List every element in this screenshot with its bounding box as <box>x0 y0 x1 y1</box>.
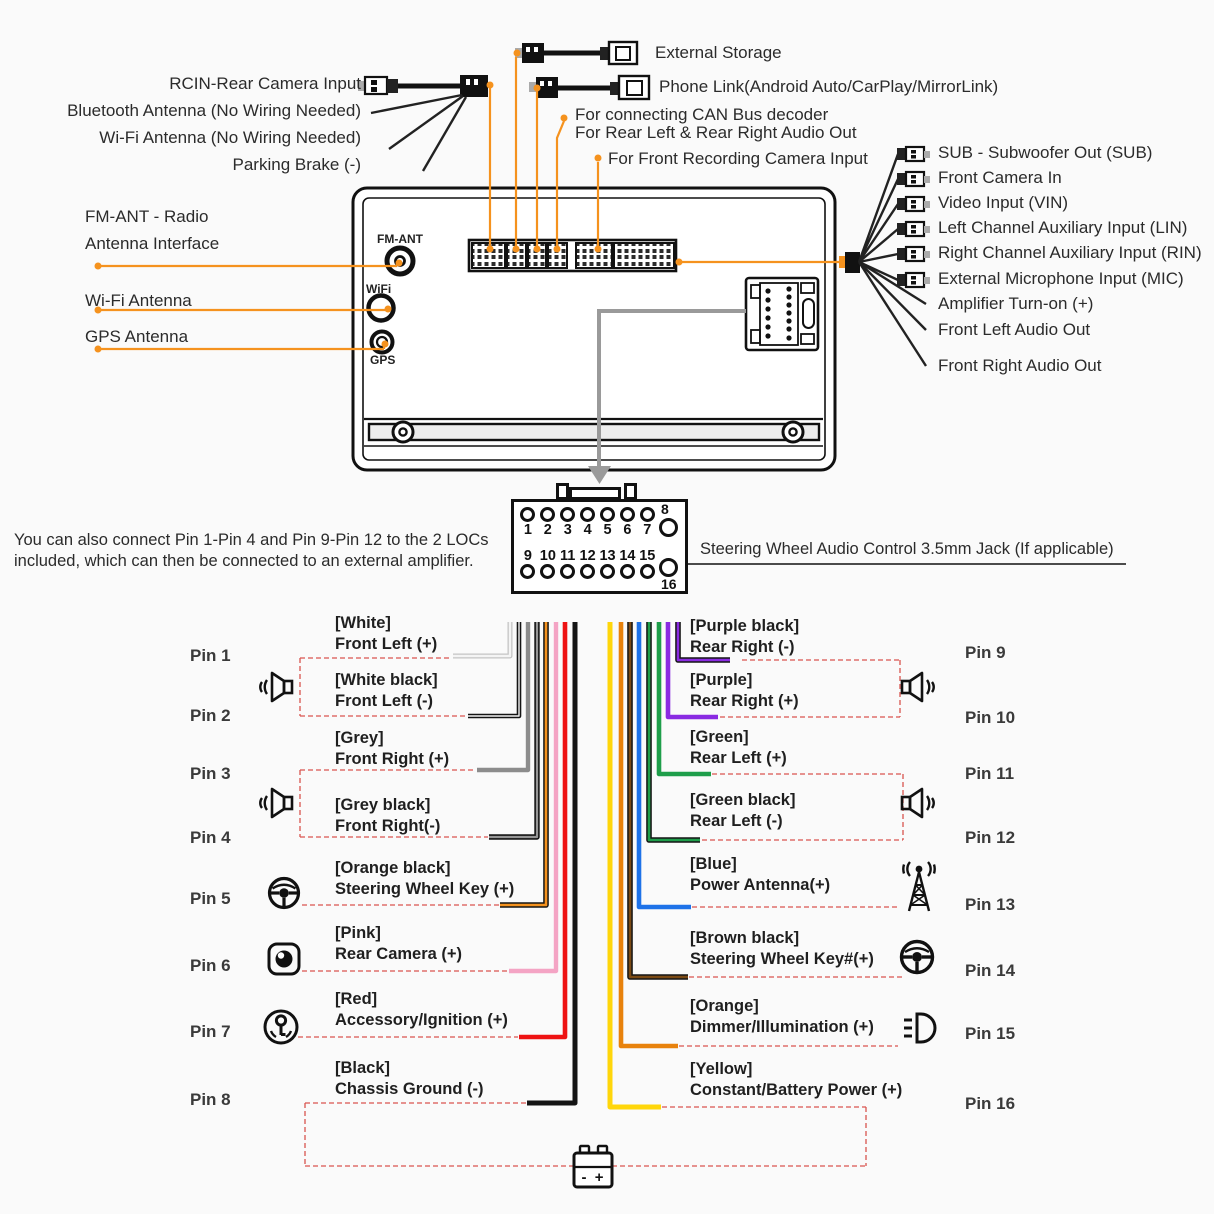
rca-label-front-left-out: Front Left Audio Out <box>938 320 1091 339</box>
pin1-number: Pin 1 <box>190 646 231 665</box>
pin-hole <box>640 564 655 579</box>
speaker-icon <box>258 784 300 827</box>
loc-note-line2: included, which can then be connected to an external amplifier. <box>14 552 474 570</box>
rca-label-video-in: Video Input (VIN) <box>938 193 1069 212</box>
pin4-wire-label: [Grey black] Front Right(-) <box>335 796 441 835</box>
pin14-number: Pin 14 <box>965 961 1016 980</box>
pin16-wire-label: [Yellow] Constant/Battery Power (+) <box>690 1060 903 1099</box>
wifi-port-label: WiFi <box>366 282 392 296</box>
external-storage-cable <box>515 42 637 64</box>
battery-terminals-label: - + <box>581 1169 606 1186</box>
rca-label-sub: SUB - Subwoofer Out (SUB) <box>938 143 1153 162</box>
rear-connector-strip <box>469 240 676 271</box>
pin6-wire-label: [Pink] Rear Camera (+) <box>335 924 463 963</box>
rca-label-front-camera: Front Camera In <box>938 168 1062 187</box>
pin9-wire-label: [Purple black] Rear Right (-) <box>690 617 800 656</box>
pin-row-top: 1 2 3 4 5 6 7 <box>518 507 657 538</box>
pin-hole <box>540 507 555 522</box>
pin-hole <box>600 564 615 579</box>
pin5-wire-label: [Orange black] Steering Wheel Key (+) <box>335 859 515 898</box>
fm-radio-label-line2: Antenna Interface <box>85 234 220 253</box>
pin13-wire-label: [Blue] Power Antenna(+) <box>690 855 831 894</box>
wifi-antenna-nowiring-label: Wi-Fi Antenna (No Wiring Needed) <box>99 128 361 147</box>
phone-link-cable <box>529 76 649 99</box>
speaker-icon <box>896 784 938 827</box>
pin-hole <box>560 507 575 522</box>
wifi-antenna-label: Wi-Fi Antenna <box>85 291 192 310</box>
bluetooth-antenna-label: Bluetooth Antenna (No Wiring Needed) <box>67 101 361 120</box>
pin-hole <box>600 507 615 522</box>
gps-antenna-label: GPS Antenna <box>85 327 189 346</box>
gps-port-label: GPS <box>370 353 396 367</box>
rca-plug-icons <box>897 147 930 287</box>
pin10-wire-label: [Purple] Rear Right (+) <box>690 671 799 710</box>
pin-hole <box>520 564 535 579</box>
pin7-number: Pin 7 <box>190 1022 231 1041</box>
pin-hole <box>620 507 635 522</box>
pin-hole-8 <box>659 518 678 537</box>
speaker-icon <box>258 668 300 711</box>
pin-row-bottom: 9 10 11 12 13 14 15 <box>518 548 657 579</box>
pin12-wire-label: [Green black] Rear Left (-) <box>690 791 796 830</box>
steering-wheel-icon <box>266 875 302 916</box>
pin-hole <box>580 507 595 522</box>
rca-label-amp-turnon: Amplifier Turn-on (+) <box>938 294 1094 313</box>
pin1-wire-label: [White] Front Left (+) <box>335 614 438 653</box>
power-antenna-icon <box>896 858 942 921</box>
pin4-number: Pin 4 <box>190 828 231 847</box>
pin2-wire-label: [White black] Front Left (-) <box>335 671 438 710</box>
pin15-wire-label: [Orange] Dimmer/Illumination (+) <box>690 997 874 1036</box>
fm-ant-port-label: FM-ANT <box>377 232 423 246</box>
external-storage-label: External Storage <box>655 43 782 62</box>
rcin-fan <box>358 75 488 171</box>
pin9-number: Pin 9 <box>965 643 1006 662</box>
steering-wheel-icon <box>898 938 936 981</box>
pin3-wire-label: [Grey] Front Right (+) <box>335 729 450 768</box>
harness-connector-16pin: 1 2 3 4 5 6 7 9 10 11 12 13 14 15 8 16 <box>511 499 688 594</box>
steering-jack-label: Steering Wheel Audio Control 3.5mm Jack (If applicable) <box>700 540 1114 558</box>
pin11-number: Pin 11 <box>965 764 1015 783</box>
can-bus-label-line1: For connecting CAN Bus decoder <box>575 105 829 124</box>
pin-hole <box>640 507 655 522</box>
parking-brake-label: Parking Brake (-) <box>232 155 361 174</box>
connector-tab-right <box>624 483 637 500</box>
rca-label-lin: Left Channel Auxiliary Input (LIN) <box>938 218 1188 237</box>
pin7-wire-label: [Red] Accessory/Ignition (+) <box>335 990 508 1029</box>
pin14-wire-label: [Brown black] Steering Wheel Key#(+) <box>690 929 874 968</box>
pin15-number: Pin 15 <box>965 1024 1016 1043</box>
pin5-number: Pin 5 <box>190 889 231 908</box>
rca-label-front-right-out: Front Right Audio Out <box>938 356 1102 375</box>
front-recording-label: For Front Recording Camera Input <box>608 149 868 168</box>
pin-hole <box>580 564 595 579</box>
pin12-number: Pin 12 <box>965 828 1016 847</box>
pin-hole <box>540 564 555 579</box>
rca-label-mic: External Microphone Input (MIC) <box>938 269 1184 288</box>
rcin-label: RCIN-Rear Camera Input <box>169 74 361 93</box>
pin8-number: Pin 8 <box>190 1090 231 1109</box>
pin11-wire-label: [Green] Rear Left (+) <box>690 728 787 767</box>
rear-camera-icon <box>266 941 302 982</box>
can-bus-label-line2: For Rear Left & Rear Right Audio Out <box>575 123 857 142</box>
phone-link-label: Phone Link(Android Auto/CarPlay/MirrorLink) <box>659 77 999 96</box>
ignition-key-icon <box>262 1008 300 1051</box>
harness-socket <box>746 278 818 350</box>
pin3-number: Pin 3 <box>190 764 231 783</box>
pin8-wire-label: [Black] Chassis Ground (-) <box>335 1059 484 1098</box>
pin13-number: Pin 13 <box>965 895 1016 914</box>
pin-hole <box>620 564 635 579</box>
speaker-icon <box>896 668 938 711</box>
pin10-number: Pin 10 <box>965 708 1016 727</box>
loc-note-line1: You can also connect Pin 1-Pin 4 and Pin 9-Pin 12 to the 2 LOCs <box>14 531 489 549</box>
pin2-number: Pin 2 <box>190 706 231 725</box>
pin-hole <box>520 507 535 522</box>
pin-hole-16 <box>659 558 678 577</box>
dimmer-headlight-icon <box>900 1008 938 1053</box>
pin6-number: Pin 6 <box>190 956 231 975</box>
rca-label-rin: Right Channel Auxiliary Input (RIN) <box>938 243 1202 262</box>
fm-radio-label-line1: FM-ANT - Radio <box>85 207 209 226</box>
pin16-number: Pin 16 <box>965 1094 1016 1113</box>
pin-hole <box>560 564 575 579</box>
connector-tab-left <box>556 483 569 500</box>
